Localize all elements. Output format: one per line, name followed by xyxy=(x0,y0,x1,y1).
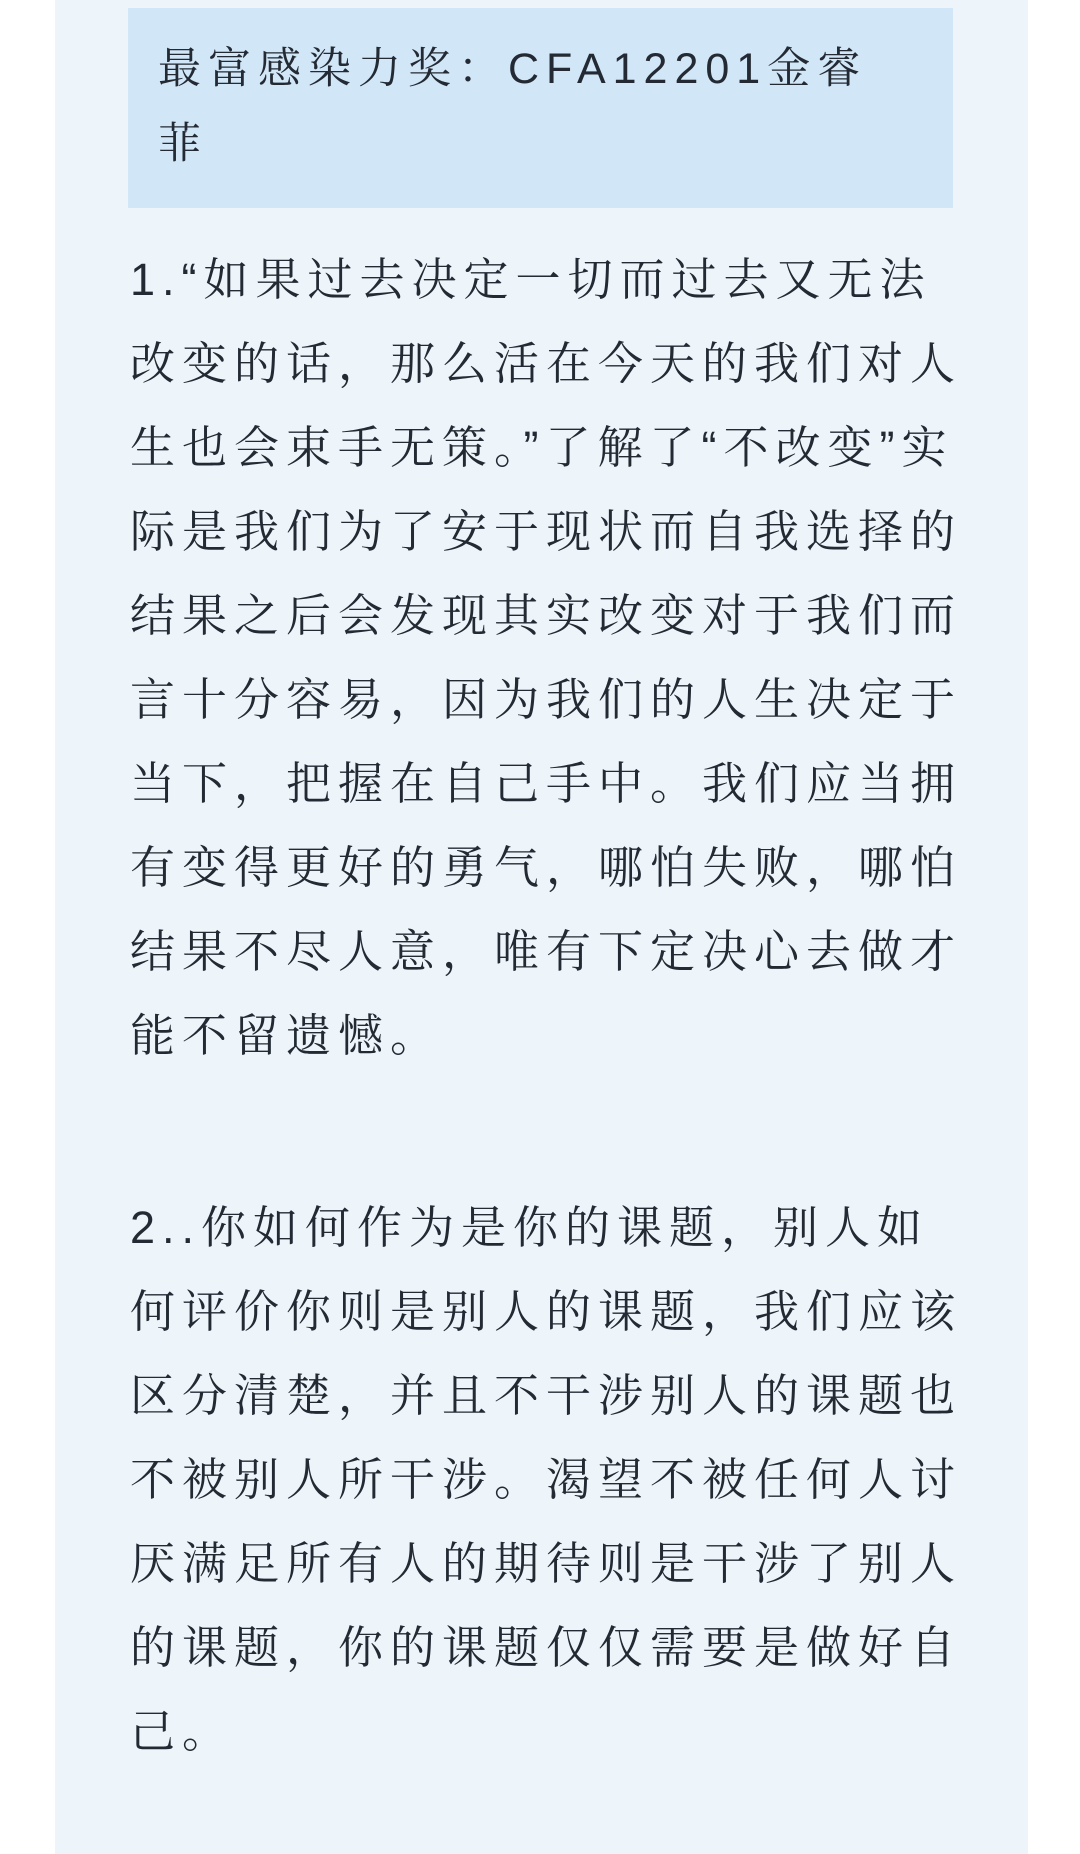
paragraph-2: 2..你如何作为是你的课题，别人如何评价你则是别人的课题，我们应该区分清楚，并且不干涉别人的课题也不被别人所干涉。渴望不被任何人讨厌满足所有人的期待则是干涉了别人的课题，你的课题仅仅需要是做好自己。 xyxy=(130,1202,963,1757)
award-title: 最富感染力奖：CFA12201金睿菲 xyxy=(158,45,868,168)
content-card xyxy=(55,0,1028,1854)
paragraph-1: 1.“如果过去决定一切而过去又无法改变的话，那么活在今天的我们对人生也会束手无策。”了解了“不改变”实际是我们为了安于现状而自我选择的结果之后会发现其实改变对于我们而言十分容易，因为我们的人生决定于当下，把握在自己手中。我们应当拥有变得更好的勇气，哪怕失败，哪怕结果不尽人意，唯有下定决心去做才能不留遗憾。 xyxy=(130,254,963,1061)
award-header-banner xyxy=(128,8,953,208)
reflection-text xyxy=(130,238,968,1774)
